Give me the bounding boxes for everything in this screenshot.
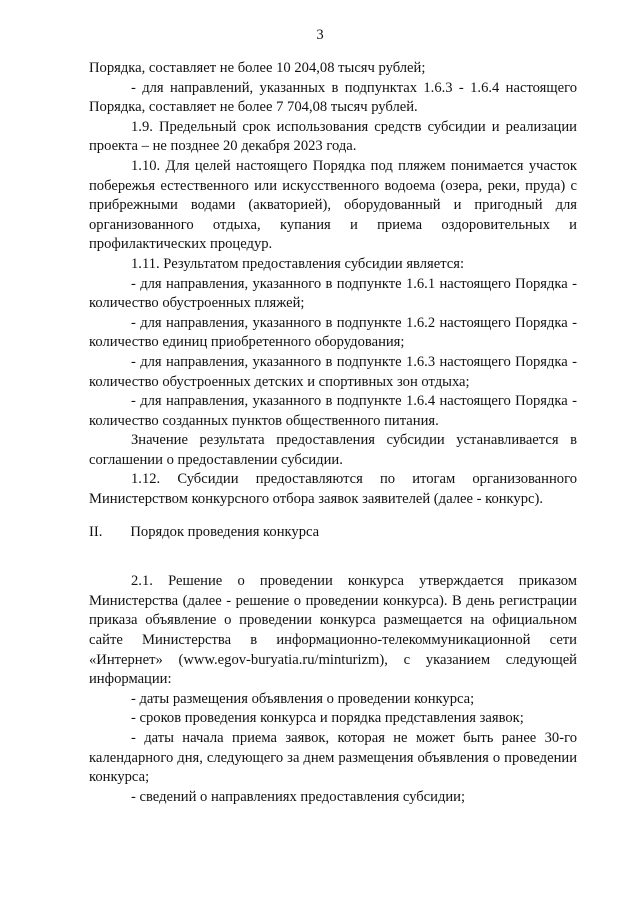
- paragraph: Значение результата предоставления субсидии устанавливается в соглашении о предоставлении субсидии.: [89, 432, 577, 468]
- section-heading: [89, 523, 577, 543]
- section-number: II.: [89, 523, 103, 540]
- paragraph: 1.11. Результатом предоставления субсидии является:: [131, 255, 465, 272]
- paragraph: - для направления, указанного в подпункте 1.6.4 настоящего Порядка - количество созданных пунктов общественного питания.: [89, 393, 577, 429]
- paragraph: 1.10. Для целей настоящего Порядка под пляжем понимается участок побережья естественного или искусственного водоема (озера, реки, пруда) с прибрежными водами (акваторией), оборудованный и пригодный для организованного отдыха, купания и приема оздоровительных и профилактических процедур.: [89, 157, 577, 253]
- section-one-continuation: [89, 59, 577, 510]
- section-title: Порядок проведения конкурса: [130, 523, 320, 540]
- section-two: [89, 572, 577, 807]
- paragraph: - для направления, указанного в подпункте 1.6.2 настоящего Порядка - количество единиц приобретенного оборудования;: [89, 314, 577, 351]
- paragraph: 2.1. Решение о проведении конкурса утверждается приказом Министерства (далее - решение о проведении конкурса). В день регистрации приказа объявление о проведении конкурса размещается на официальном сайте Министерства в информационно-телекоммуникационной сети «Интернет» (www.egov-buryatia.ru/minturizm), с указанием следующей информации:: [89, 573, 577, 688]
- paragraph: - сведений о направлениях предоставления субсидии;: [131, 788, 466, 805]
- paragraph: 1.12. Субсидии предоставляются по итогам организованного Министерством конкурсного отбора заявок заявителей (далее - конкурс).: [89, 471, 577, 508]
- paragraph: - для направления, указанного в подпункте 1.6.1 настоящего Порядка - количество обустроенных пляжей;: [89, 275, 577, 312]
- document-body: [89, 59, 577, 807]
- paragraph: Порядка, составляет не более 10 204,08 тысяч рублей;: [89, 60, 426, 76]
- paragraph: - для направления, указанного в подпункте 1.6.3 настоящего Порядка - количество обустроенных детских и спортивных зон отдыха;: [89, 353, 577, 390]
- paragraph: - сроков проведения конкурса и порядка представления заявок;: [131, 710, 524, 727]
- paragraph: - даты размещения объявления о проведении конкурса;: [131, 690, 475, 707]
- paragraph: - даты начала приема заявок, которая не может быть ранее 30-го календарного дня, следующего за днем размещения объявления о проведении конкурса;: [89, 730, 577, 786]
- paragraph: 1.9. Предельный срок использования средств субсидии и реализации проекта – не позднее 20 декабря 2023 года.: [89, 118, 577, 155]
- page-number: 3: [316, 27, 324, 43]
- paragraph: - для направлений, указанных в подпунктах 1.6.3 - 1.6.4 настоящего Порядка, составляет не более 7 704,08 тысяч рублей.: [89, 79, 577, 116]
